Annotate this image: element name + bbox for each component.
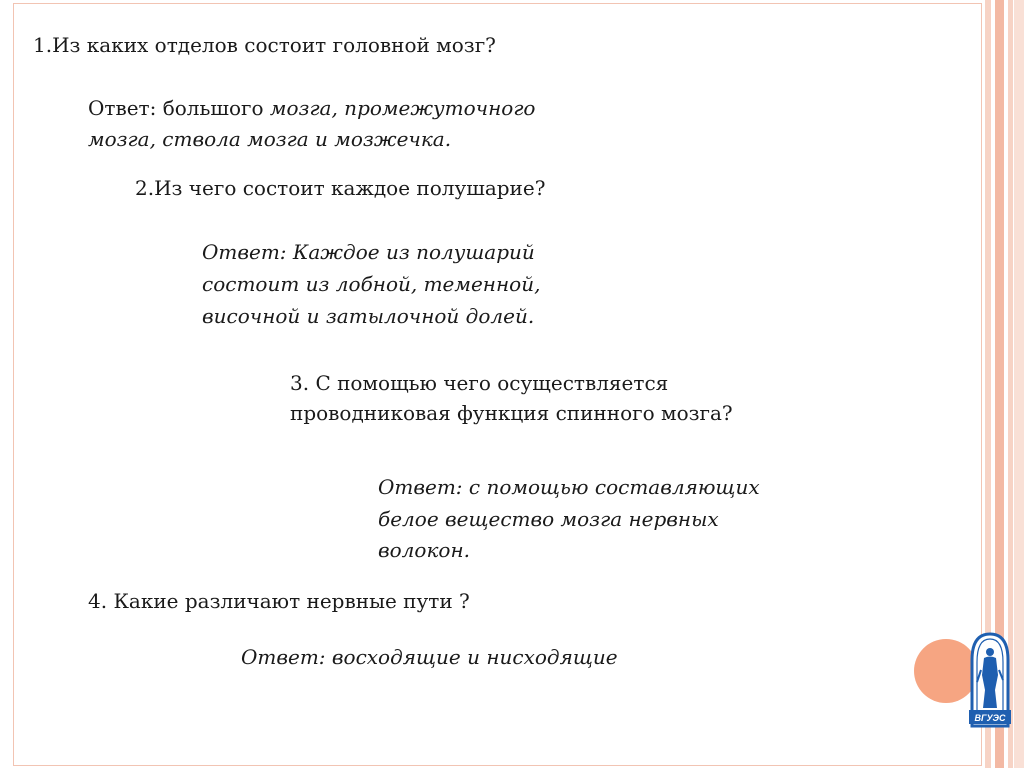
answer-1-prefix: Ответ: большого <box>88 96 270 120</box>
answer-1-line-2: мозга, ствола мозга и мозжечка. <box>88 127 452 151</box>
answer-1-line-1 <box>88 93 535 123</box>
answer-3-line-2: белое вещество мозга нервных <box>378 507 719 531</box>
university-logo <box>966 630 1014 730</box>
question-3-line-1: 3. С помощью чего осуществляется <box>290 371 669 395</box>
question-3-line-2: проводниковая функция спинного мозга? <box>290 401 733 425</box>
answer-2-line-2: состоит из лобной, теменной, <box>202 272 541 296</box>
question-4: 4. Какие различают нервные пути ? <box>88 589 470 613</box>
answer-2-line-1: Ответ: Каждое из полушарий <box>202 240 535 264</box>
question-1: 1.Из каких отделов состоит головной мозг? <box>33 33 496 57</box>
answer-4: Ответ: восходящие и нисходящие <box>241 645 618 669</box>
answer-3-line-3: волокон. <box>378 538 470 562</box>
question-2: 2.Из чего состоит каждое полушарие? <box>135 176 546 200</box>
answer-3-line-1: Ответ: с помощью составляющих <box>378 475 760 499</box>
answer-1-rest: мозга, промежуточного <box>269 96 536 120</box>
answer-2-line-3: височной и затылочной долей. <box>202 304 535 328</box>
stripe <box>1014 0 1024 768</box>
logo-text: ВГУЭС <box>974 713 1006 723</box>
